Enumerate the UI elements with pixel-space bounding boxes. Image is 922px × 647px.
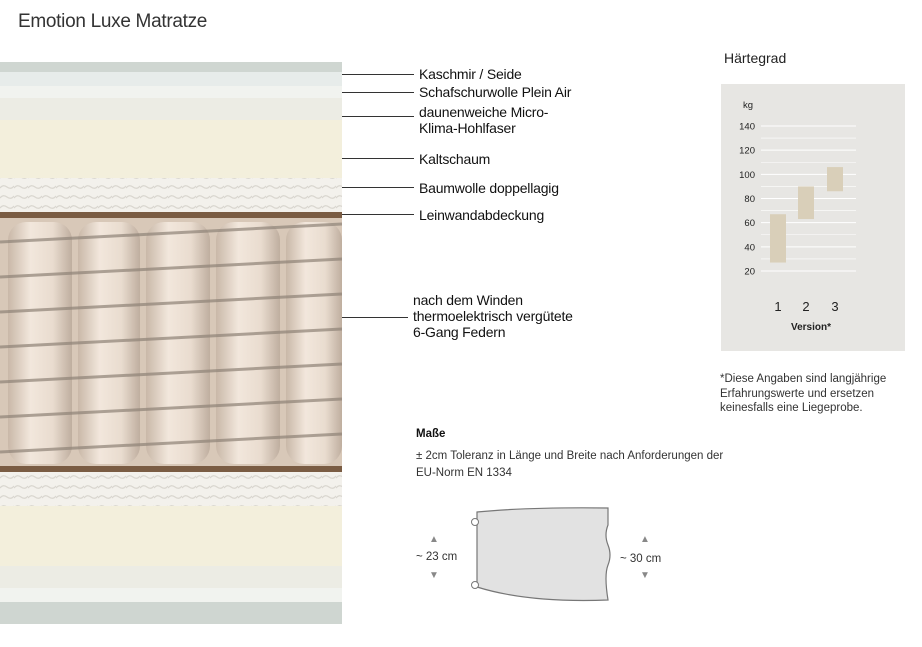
y-tick-label: 120 (739, 145, 755, 157)
arrow-down-icon: ▼ (429, 570, 439, 581)
haertegrad-chart (721, 84, 905, 351)
coil-springs (0, 222, 342, 464)
y-tick-label: 60 (744, 218, 755, 230)
layer-label-kaschmir: Kaschmir / Seide (419, 66, 522, 82)
arrow-down-icon: ▼ (640, 570, 650, 581)
leader-line-baumwolle (342, 187, 414, 188)
layer-label-kaltschaum: Kaltschaum (419, 151, 491, 167)
mattress-profile-icon (468, 505, 618, 605)
y-tick-label: 140 (739, 121, 755, 133)
y-tick-label: 100 (739, 169, 755, 181)
page-title: Emotion Luxe Matratze (18, 11, 208, 32)
leader-line-kaltschaum (342, 158, 414, 159)
masse-title: Maße (416, 428, 446, 440)
leader-line-hohlfaser (342, 116, 414, 117)
leader-line-federn (342, 317, 408, 318)
y-unit-label: kg (743, 100, 754, 111)
layer-label-federn: nach dem Winden thermoelektrisch vergütete 6-Gang Federn (413, 292, 573, 340)
x-tick-label: 3 (831, 299, 839, 314)
layer-label-schafschurwolle: Schafschurwolle Plein Air (419, 84, 572, 100)
x-tick-label: 2 (802, 299, 810, 314)
x-tick-label: 1 (774, 299, 782, 314)
mattress-cross-section-image (0, 62, 342, 624)
bar-version-1 (770, 214, 786, 262)
leader-line-kaschmir (342, 74, 414, 75)
haertegrad-footnote: *Diese Angaben sind langjährige Erfahrungswerte und ersetzen keinesfalls eine Liegeprobe. (720, 373, 887, 414)
bar-version-2 (798, 186, 814, 219)
layer-label-leinwand: Leinwandabdeckung (419, 207, 545, 223)
leader-line-schafschurwolle (342, 92, 414, 93)
center-height-label: ~ 30 cm (620, 553, 662, 565)
edge-height-label: ~ 23 cm (416, 551, 458, 563)
bar-version-3 (827, 167, 843, 191)
arrow-up-icon: ▲ (429, 534, 439, 545)
layer-label-baumwolle: Baumwolle doppellagig (419, 180, 559, 196)
arrow-up-icon: ▲ (640, 534, 650, 545)
haertegrad-chart-panel (721, 84, 905, 351)
leader-line-leinwand (342, 214, 414, 215)
masse-description: ± 2cm Toleranz in Länge und Breite nach Anforderungen der EU-Norm EN 1334 (416, 450, 724, 479)
y-tick-label: 80 (744, 194, 755, 205)
y-tick-label: 40 (744, 242, 755, 254)
x-axis-title: Version* (790, 322, 832, 333)
layer-label-hohlfaser: daunenweiche Micro- Klima-Hohlfaser (419, 104, 549, 136)
haertegrad-title: Härtegrad (724, 50, 787, 66)
y-tick-label: 20 (744, 266, 755, 278)
